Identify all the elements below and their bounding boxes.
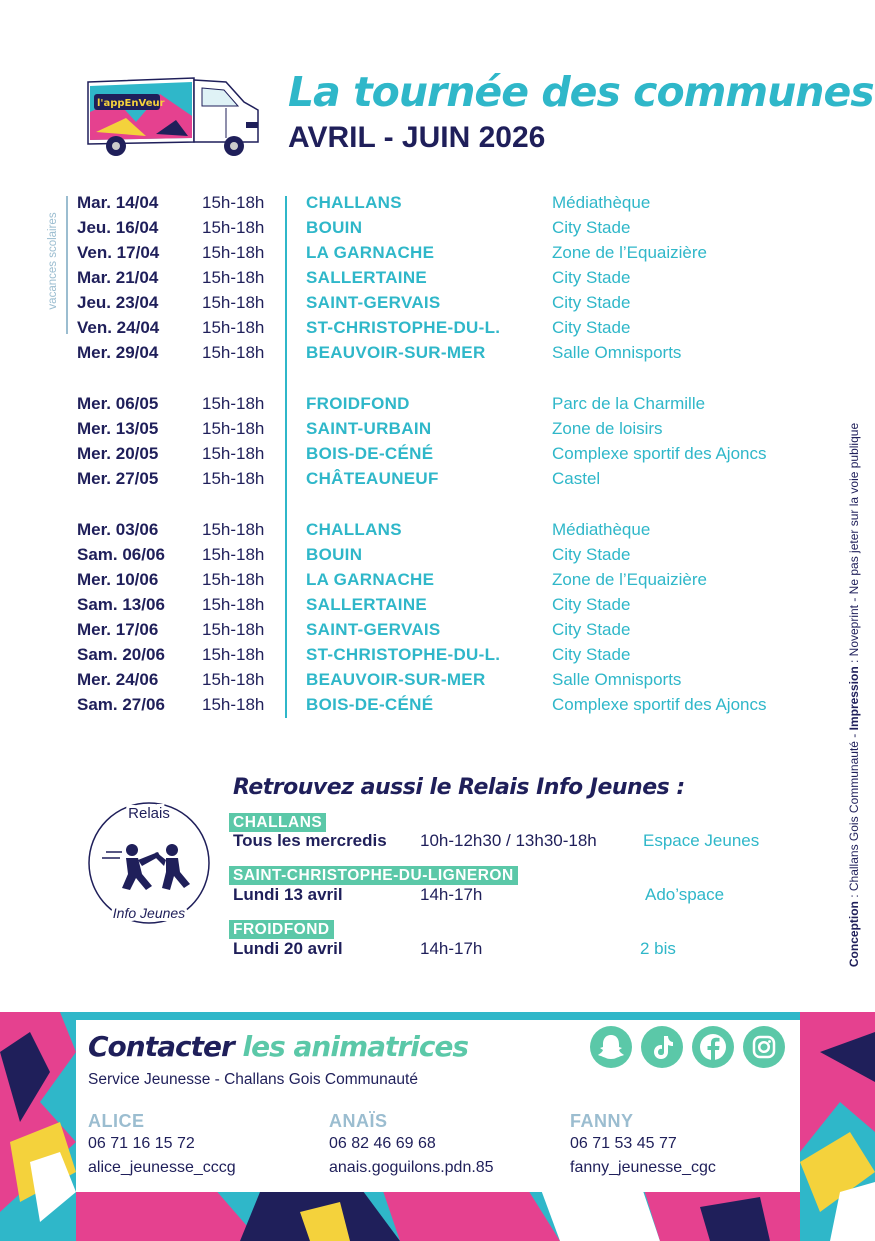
- schedule-row: [0, 517, 875, 542]
- schedule-day: Sam. 06/06: [77, 545, 165, 564]
- schedule-town: BOIS-DE-CÉNÉ: [306, 695, 434, 714]
- schedule-row: [0, 391, 875, 416]
- relais-logo-top: Relais: [128, 805, 170, 822]
- person-name: ALICE: [88, 1111, 145, 1131]
- schedule-town: CHALLANS: [306, 520, 402, 539]
- person-phone[interactable]: 06 71 16 15 72: [88, 1135, 195, 1152]
- schedule-day: Mer. 17/06: [77, 620, 159, 639]
- schedule-hours: 15h-18h: [202, 268, 265, 287]
- schedule-day: Jeu. 23/04: [77, 293, 159, 312]
- vacation-label: vacances scolaires: [47, 212, 59, 310]
- schedule-place: Complexe sportif des Ajoncs: [552, 444, 767, 463]
- schedule-town: CHÂTEAUNEUF: [306, 469, 439, 488]
- person-instagram[interactable]: anais.goguilons.pdn.85: [329, 1159, 494, 1176]
- schedule-row: [0, 441, 875, 466]
- schedule-hours: 15h-18h: [202, 243, 265, 262]
- instagram-icon[interactable]: [743, 1026, 785, 1068]
- relais-location-tag: FROIDFOND: [229, 920, 334, 939]
- schedule-place: Salle Omnisports: [552, 343, 682, 362]
- schedule-hours: 15h-18h: [202, 193, 265, 212]
- schedule-hours: 15h-18h: [202, 218, 265, 237]
- schedule-row: [0, 265, 875, 290]
- schedule-day: Mer. 27/05: [77, 469, 159, 488]
- schedule-town: CHALLANS: [306, 193, 402, 212]
- schedule-day: Mer. 29/04: [77, 343, 159, 362]
- schedule-hours: 15h-18h: [202, 419, 265, 438]
- schedule-place: Médiathèque: [552, 520, 651, 539]
- relais-hours: 14h-17h: [420, 885, 483, 904]
- schedule-place: Zone de loisirs: [552, 419, 663, 438]
- relais-day: Lundi 20 avril: [233, 939, 343, 958]
- schedule-row: [0, 567, 875, 592]
- relais-info-jeunes-logo: [86, 800, 212, 926]
- schedule-town: BEAUVOIR-SUR-MER: [306, 343, 486, 362]
- person-name: ANAÏS: [329, 1111, 388, 1131]
- truck-logo-text: l'appEnVeur: [97, 98, 165, 109]
- schedule-hours: 15h-18h: [202, 545, 265, 564]
- schedule-row: [0, 190, 875, 215]
- schedule-hours: 15h-18h: [202, 620, 265, 639]
- schedule-day: Ven. 24/04: [77, 318, 160, 337]
- schedule-day: Mer. 06/05: [77, 394, 159, 413]
- schedule-town: BOUIN: [306, 545, 363, 564]
- schedule-day: Mer. 20/05: [77, 444, 159, 463]
- contact-person: [88, 1110, 236, 1180]
- schedule-day: Mer. 10/06: [77, 570, 159, 589]
- schedule-town: SAINT-GERVAIS: [306, 620, 441, 639]
- schedule-row: [0, 240, 875, 265]
- schedule-town: ST-CHRISTOPHE-DU-L.: [306, 318, 501, 337]
- schedule-row: [0, 466, 875, 491]
- schedule-hours: 15h-18h: [202, 595, 265, 614]
- service-line: Service Jeunesse - Challans Gois Communauté: [88, 1071, 418, 1088]
- relais-location-tag: SAINT-CHRISTOPHE-DU-LIGNERON: [229, 866, 518, 885]
- schedule-row: [0, 290, 875, 315]
- schedule-row: [0, 340, 875, 365]
- snapchat-icon[interactable]: [590, 1026, 632, 1068]
- schedule-day: Sam. 13/06: [77, 595, 165, 614]
- relais-place: Ado’space: [645, 885, 725, 904]
- schedule-place: Complexe sportif des Ajoncs: [552, 695, 767, 714]
- schedule-place: Castel: [552, 469, 601, 488]
- schedule-hours: 15h-18h: [202, 343, 265, 362]
- schedule-day: Mer. 24/06: [77, 670, 159, 689]
- relais-hours: 10h-12h30 / 13h30-18h: [420, 831, 597, 850]
- schedule-place: City Stade: [552, 545, 631, 564]
- schedule-town: ST-CHRISTOPHE-DU-L.: [306, 645, 501, 664]
- schedule-day: Jeu. 16/04: [77, 218, 159, 237]
- tiktok-icon[interactable]: [641, 1026, 683, 1068]
- schedule-hours: 15h-18h: [202, 469, 265, 488]
- schedule-town: BEAUVOIR-SUR-MER: [306, 670, 486, 689]
- person-instagram[interactable]: fanny_jeunesse_cgc: [570, 1159, 716, 1176]
- schedule-town: LA GARNACHE: [306, 243, 435, 262]
- schedule-row: [0, 542, 875, 567]
- schedule-town: SALLERTAINE: [306, 595, 428, 614]
- schedule-day: Mar. 21/04: [77, 268, 159, 287]
- schedule-place: City Stade: [552, 293, 631, 312]
- schedule-row: [0, 416, 875, 441]
- schedule-day: Sam. 27/06: [77, 695, 165, 714]
- schedule-place: Zone de l’Equaizière: [552, 570, 707, 589]
- schedule-town: FROIDFOND: [306, 394, 410, 413]
- schedule-hours: 15h-18h: [202, 293, 265, 312]
- contact-person: [329, 1110, 494, 1180]
- page-subtitle: AVRIL - JUIN 2026: [288, 121, 546, 154]
- schedule-place: Parc de la Charmille: [552, 394, 706, 413]
- schedule-hours: 15h-18h: [202, 318, 265, 337]
- schedule-town: LA GARNACHE: [306, 570, 435, 589]
- relais-place: Espace Jeunes: [643, 831, 760, 850]
- schedule-place: Zone de l’Equaizière: [552, 243, 707, 262]
- contact-title: Contacter les animatrices: [88, 1030, 469, 1063]
- schedule-row: [0, 667, 875, 692]
- schedule-place: City Stade: [552, 318, 631, 337]
- schedule-place: City Stade: [552, 268, 631, 287]
- schedule-town: SAINT-GERVAIS: [306, 293, 441, 312]
- schedule-town: SALLERTAINE: [306, 268, 428, 287]
- schedule-row: [0, 692, 875, 717]
- schedule-day: Mer. 03/06: [77, 520, 159, 539]
- facebook-icon[interactable]: [692, 1026, 734, 1068]
- schedule-hours: 15h-18h: [202, 695, 265, 714]
- relais-day: Tous les mercredis: [233, 831, 387, 850]
- contact-person: [570, 1110, 716, 1180]
- schedule-hours: 15h-18h: [202, 570, 265, 589]
- schedule-place: City Stade: [552, 595, 631, 614]
- schedule-row: [0, 215, 875, 240]
- schedule-hours: 15h-18h: [202, 444, 265, 463]
- schedule-row: [0, 617, 875, 642]
- schedule-day: Ven. 17/04: [77, 243, 160, 262]
- relais-location-tag: CHALLANS: [229, 813, 326, 832]
- relais-hours: 14h-17h: [420, 939, 483, 958]
- person-phone[interactable]: 06 71 53 45 77: [570, 1135, 677, 1152]
- schedule-hours: 15h-18h: [202, 670, 265, 689]
- schedule-day: Sam. 20/06: [77, 645, 165, 664]
- page-title: La tournée des communes: [288, 68, 874, 116]
- credits-vertical: Conception : Challans Gois Communauté - Impression : Noveprint - Ne pas jeter sur la voie publique: [847, 422, 861, 968]
- person-name: FANNY: [570, 1111, 634, 1131]
- schedule-row: [0, 315, 875, 340]
- schedule-day: Mar. 14/04: [77, 193, 159, 212]
- runners-icon: [122, 844, 190, 890]
- relais-heading: Retrouvez aussi le Relais Info Jeunes :: [233, 775, 685, 800]
- schedule-town: BOIS-DE-CÉNÉ: [306, 444, 434, 463]
- schedule-place: Salle Omnisports: [552, 670, 682, 689]
- schedule-hours: 15h-18h: [202, 394, 265, 413]
- schedule-hours: 15h-18h: [202, 520, 265, 539]
- schedule-place: City Stade: [552, 645, 631, 664]
- relais-day: Lundi 13 avril: [233, 885, 343, 904]
- relais-logo-bottom: Info Jeunes: [112, 905, 186, 921]
- schedule-town: BOUIN: [306, 218, 363, 237]
- schedule-place: City Stade: [552, 620, 631, 639]
- schedule-place: Médiathèque: [552, 193, 651, 212]
- truck-illustration: [76, 72, 266, 160]
- schedule-day: Mer. 13/05: [77, 419, 159, 438]
- schedule-place: City Stade: [552, 218, 631, 237]
- person-instagram[interactable]: alice_jeunesse_cccg: [88, 1159, 236, 1176]
- schedule-row: [0, 642, 875, 667]
- schedule-row: [0, 592, 875, 617]
- relais-place: 2 bis: [640, 939, 676, 958]
- schedule-town: SAINT-URBAIN: [306, 419, 432, 438]
- person-phone[interactable]: 06 82 46 69 68: [329, 1135, 436, 1152]
- schedule-hours: 15h-18h: [202, 645, 265, 664]
